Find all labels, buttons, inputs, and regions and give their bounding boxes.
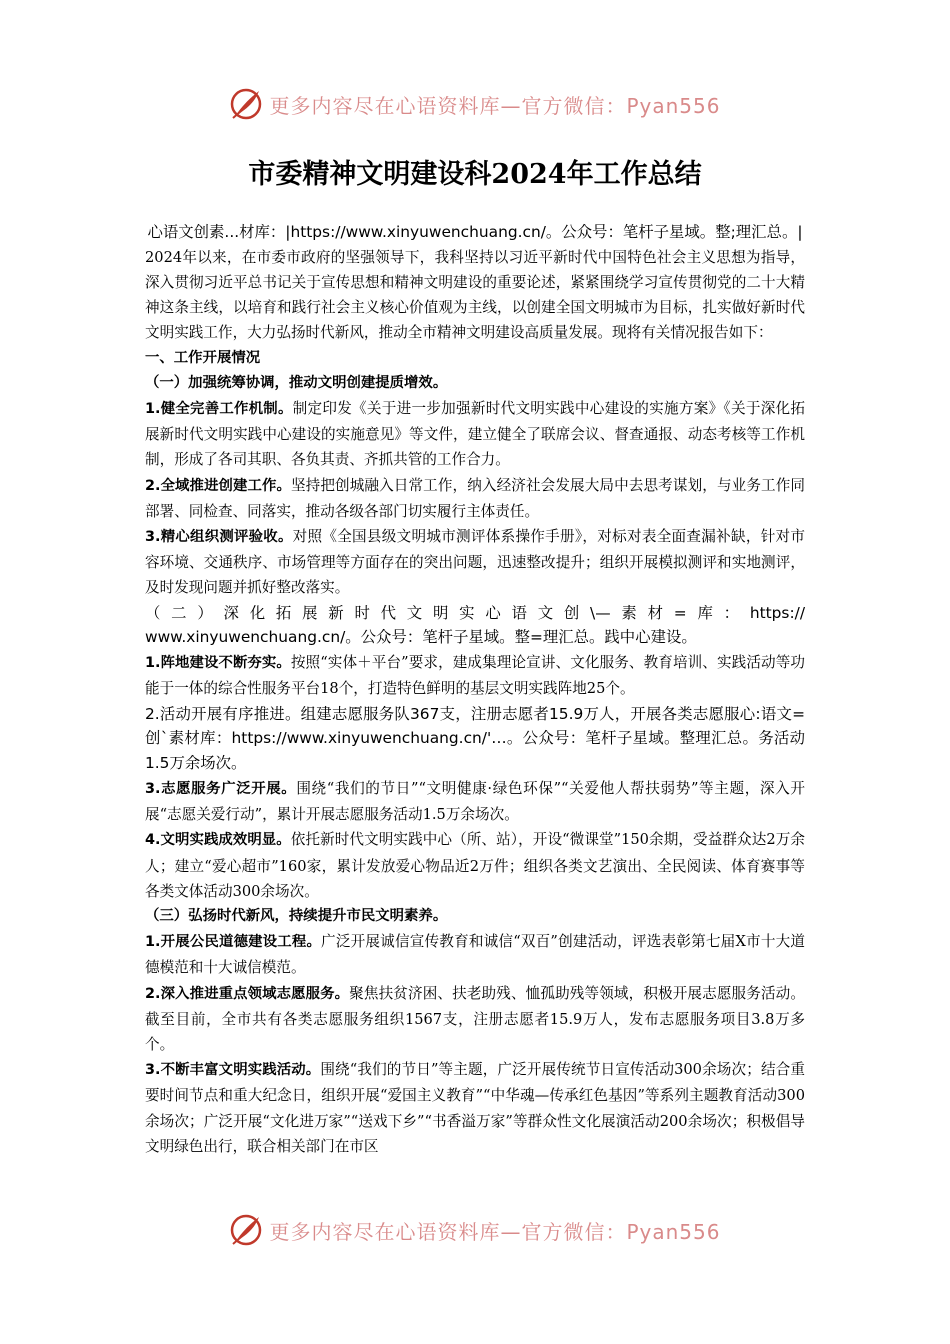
item-body: 对照《全国县级文明城市测评体系操作手册》，对标对表全面查漏补缺，针对市容环境、交通秩序、市场管理等方面存在的突出问题，迅速整改提升；组织开展模拟测评和实地测评，及时发现问题并抓好整改落实。 <box>145 528 805 597</box>
item-heading: 1.健全完善工作机制。 <box>145 401 293 418</box>
item-heading: 2.深入推进重点领域志愿服务。 <box>145 985 350 1002</box>
quill-logo-icon <box>229 87 263 121</box>
paragraph-item <box>145 981 805 1058</box>
item-body: 依托新时代文明实践中心（所、站），开设“微课堂”150余期，受益群众达2万余人；建立“爱心超市”160家，累计发放爱心物品近2万件；组织各类文艺演出、全民阅读、体育赛事等各类文体活动300余场次。 <box>145 831 805 900</box>
item-heading: 1.阵地建设不断夯实。 <box>145 655 291 672</box>
item-body: 围绕“我们的节日”等主题，广泛开展传统节日宣传活动300余场次；结合重要时间节点和重大纪念日，组织开展“爱国主义教育”“中华魂—传承红色基因”等系列主题教育活动300余场次；广泛开展“文化进万家”“送戏下乡”“书香溢万家”等群众性文化展演活动200余场次；积极倡导文明绿色出行，联合相关部门在市区 <box>145 1061 805 1155</box>
paragraph-item <box>145 524 805 601</box>
item-heading: 1.开展公民道德建设工程。 <box>145 934 322 951</box>
paragraph-item <box>145 396 805 473</box>
page-title: 市委精神文明建设科2024年工作总结 <box>248 159 702 190</box>
item-heading: 3.志愿服务广泛开展。 <box>145 781 297 798</box>
paragraph-item-plain: 2.活动开展有序推进。组建志愿服务队367支，注册志愿者15.9万人，开展各类志愿服心:语文=创`素材库：https://www.xinyuwenchuang.cn/'…。公众号：笔杆子星域。整理汇总。务活动1.5万余场次。 <box>145 704 805 773</box>
paragraph-item <box>145 929 805 980</box>
item-heading: 2.全域推进创建工作。 <box>145 477 291 494</box>
subsection-heading-2-line1: （二）深化拓展新时代文明实心语文创\—素材=库：https:// <box>145 603 805 622</box>
banner-text: 更多内容尽在心语资料库—官方微信：Pyan556 <box>269 93 721 118</box>
item-body: 广泛开展诚信宣传教育和诚信“双百”创建活动，评选表彰第七届X市十大道德模范和十大诚信模范。 <box>145 933 805 977</box>
item-heading: 3.不断丰富文明实践活动。 <box>145 1062 321 1079</box>
document-body <box>145 220 805 1159</box>
section-heading-1: 一、工作开展情况 <box>145 349 261 366</box>
paragraph-item <box>145 650 805 701</box>
paragraph-item <box>145 776 805 827</box>
item-body: 聚焦扶贫济困、扶老助残、恤孤助残等领域，积极开展志愿服务活动。截至目前，全市共有各类志愿服务组织1567支，注册志愿者15.9万人，发布志愿服务项目3.8万多个。 <box>145 984 805 1054</box>
subsection-heading-2-line2: www.xinyuwenchuang.cn/。公众号：笔杆子星域。整=理汇总。践中心建设。 <box>145 628 697 647</box>
paragraph-item <box>145 473 805 524</box>
subsection-heading-1: （一）加强统筹协调，推动文明创建提质增效。 <box>145 374 448 391</box>
quill-logo-icon <box>229 1213 263 1247</box>
paragraph-item <box>145 1057 805 1159</box>
item-body: 围绕“我们的节日”“文明健康·绿色环保”“关爱他人帮扶弱势”等主题，深入开展“志愿关爱行动”，累计开展志愿服务活动1.5万余场次。 <box>145 780 805 824</box>
item-body: 坚持把创城融入日常工作，纳入经济社会发展大局中去思考谋划，与业务工作同部署、同检查、同落实，推动各级各部门切实履行主体责任。 <box>145 476 805 520</box>
source-line: 心语文创素...材库：|https://www.xinyuwenchuang.cn/。公众号：笔杆子星域。整;理汇总。| <box>147 223 803 241</box>
item-heading: 3.精心组织测评验收。 <box>145 529 293 546</box>
top-banner <box>0 84 950 124</box>
item-heading: 4.文明实践成效明显。 <box>145 832 291 849</box>
subsection-heading-3: （三）弘扬时代新风，持续提升市民文明素养。 <box>145 908 448 925</box>
item-body: 制定印发《关于进一步加强新时代文明实践中心建设的实施方案》《关于深化拓展新时代文明实践中心建设的实施意见》等文件，建立健全了联席会议、督查通报、动态考核等工作机制，形成了各司其职、各负其责、齐抓共管的工作合力。 <box>145 400 805 469</box>
paragraph-item <box>145 827 805 904</box>
item-body: 按照“实体＋平台”要求，建成集理论宣讲、文化服务、教育培训、实践活动等功能于一体的综合性服务平台18个，打造特色鲜明的基层文明实践阵地25个。 <box>145 654 805 698</box>
intro-paragraph: 2024年以来，在市委市政府的坚强领导下，我科坚持以习近平新时代中国特色社会主义思想为指导，深入贯彻习近平总书记关于宣传思想和精神文明建设的重要论述，紧紧围绕学习宣传贯彻党的二十大精神这条主线，以培育和践行社会主义核心价值观为主线，以创建全国文明城市为目标，扎实做好新时代文明实践工作，大力弘扬时代新风，推动全市精神文明建设高质量发展。现将有关情况报告如下： <box>145 248 805 342</box>
bottom-banner <box>0 1210 950 1250</box>
banner-text: 更多内容尽在心语资料库—官方微信：Pyan556 <box>269 1219 721 1244</box>
